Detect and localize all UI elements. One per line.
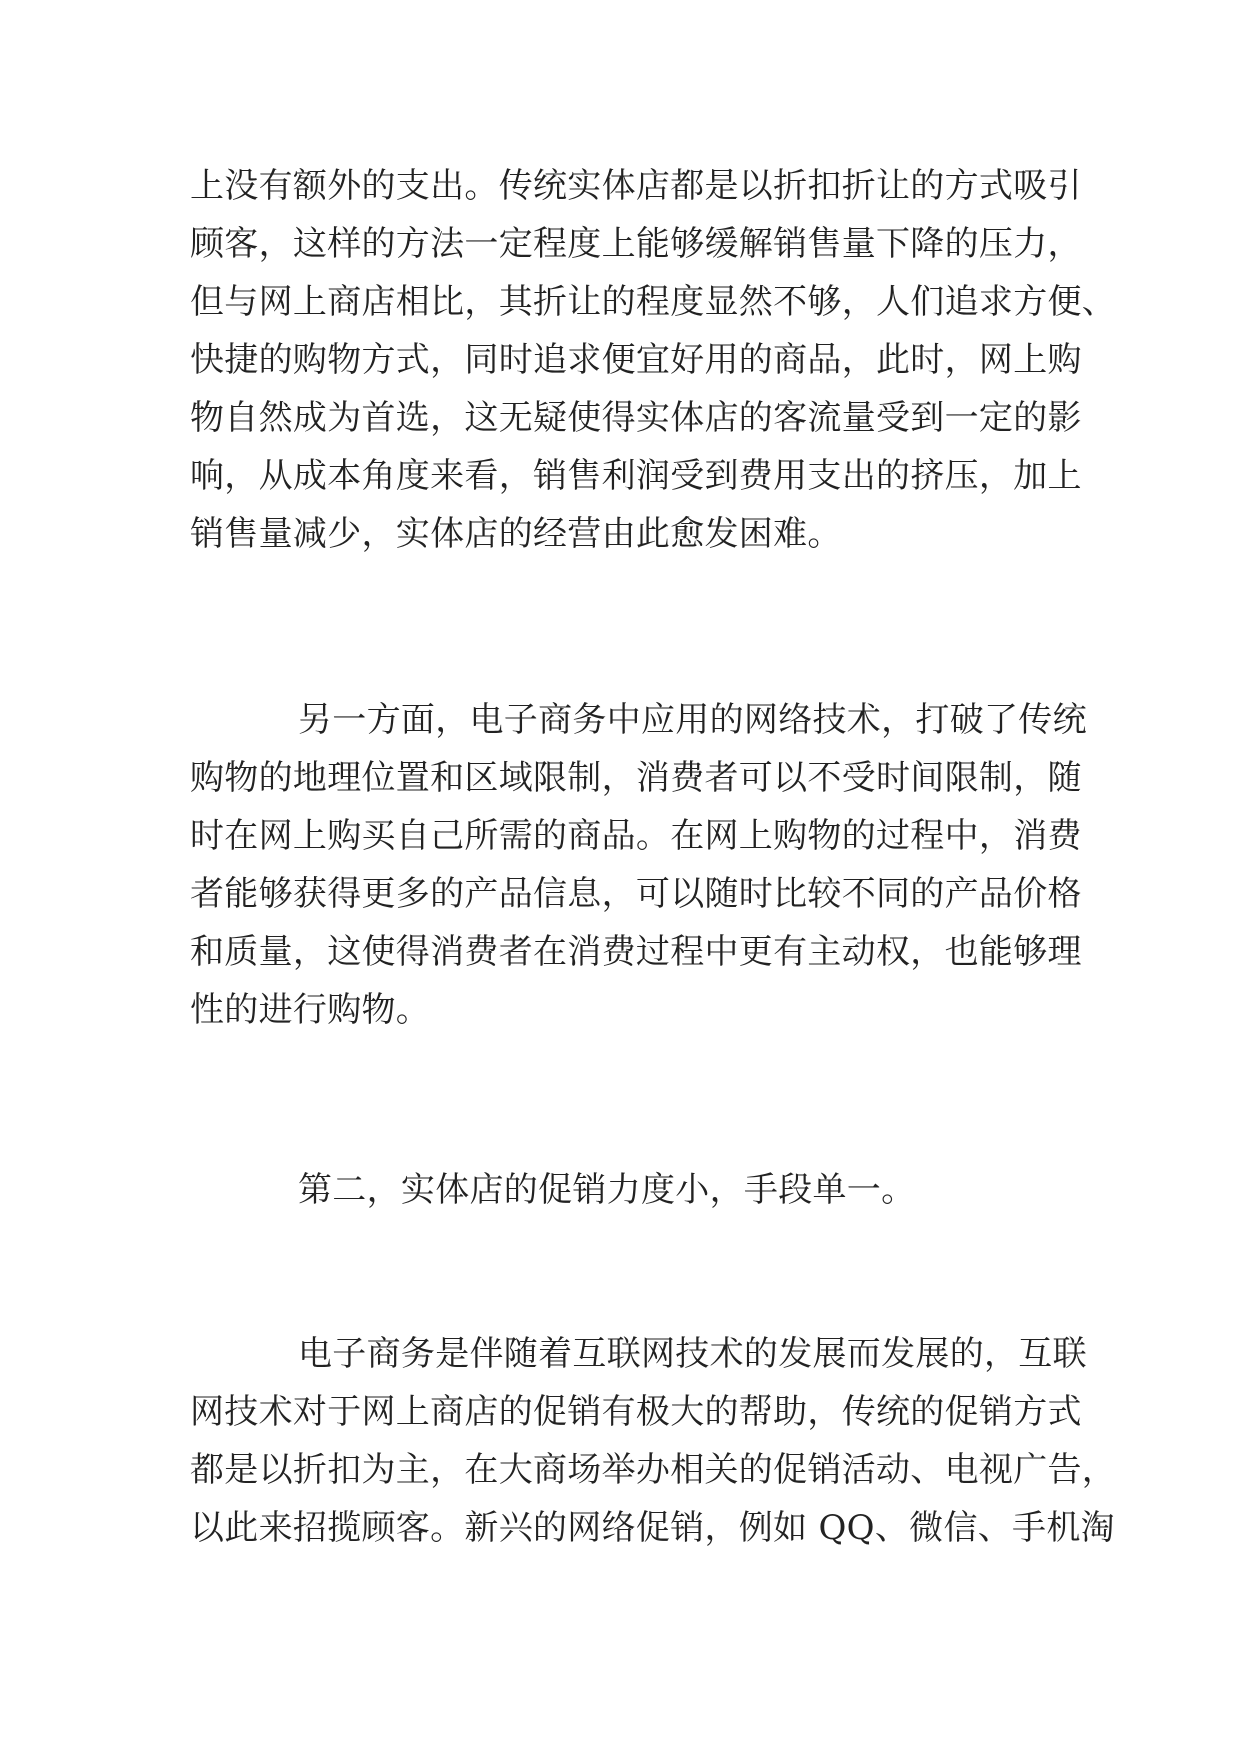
paragraph-1 (190, 157, 1117, 563)
text-line: 上没有额外的支出。传统实体店都是以折扣折让的方式吸引 (190, 166, 1082, 206)
text-line: 都是以折扣为主，在大商场举办相关的促销活动、电视广告， (190, 1450, 1117, 1490)
text-line: 者能够获得更多的产品信息，可以随时比较不同的产品价格 (190, 874, 1082, 914)
text-line: 销售量减少，实体店的经营由此愈发困难。 (190, 514, 842, 554)
text-line: 物自然成为首选，这无疑使得实体店的客流量受到一定的影 (190, 398, 1082, 438)
text-line: 网技术对于网上商店的促销有极大的帮助，传统的促销方式 (190, 1392, 1082, 1432)
paragraph-4 (190, 1325, 1117, 1557)
text-line: 性的进行购物。 (190, 990, 431, 1030)
text-line: 和质量，这使得消费者在消费过程中更有主动权，也能够理 (190, 932, 1082, 972)
text-line: 顾客，这样的方法一定程度上能够缓解销售量下降的压力， (190, 224, 1082, 264)
paragraph-3-heading (190, 1161, 1070, 1219)
text-line: 快捷的购物方式，同时追求便宜好用的商品，此时，网上购 (190, 340, 1082, 380)
text-line: 电子商务是伴随着互联网技术的发展而发展的，互联 (298, 1334, 1087, 1374)
text-line: 时在网上购买自己所需的商品。在网上购物的过程中，消费 (190, 816, 1082, 856)
text-line: 但与网上商店相比，其折让的程度显然不够，人们追求方便、 (190, 282, 1117, 322)
text-line: 另一方面，电子商务中应用的网络技术，打破了传统 (298, 700, 1087, 740)
text-line: 以此来招揽顾客。新兴的网络促销，例如 QQ、微信、手机淘 (190, 1508, 1115, 1548)
text-line: 购物的地理位置和区域限制，消费者可以不受时间限制，随 (190, 758, 1082, 798)
text-line: 响，从成本角度来看，销售利润受到费用支出的挤压，加上 (190, 456, 1082, 496)
text-line: 第二，实体店的促销力度小，手段单一。 (298, 1170, 916, 1210)
paragraph-2 (190, 691, 1087, 1039)
